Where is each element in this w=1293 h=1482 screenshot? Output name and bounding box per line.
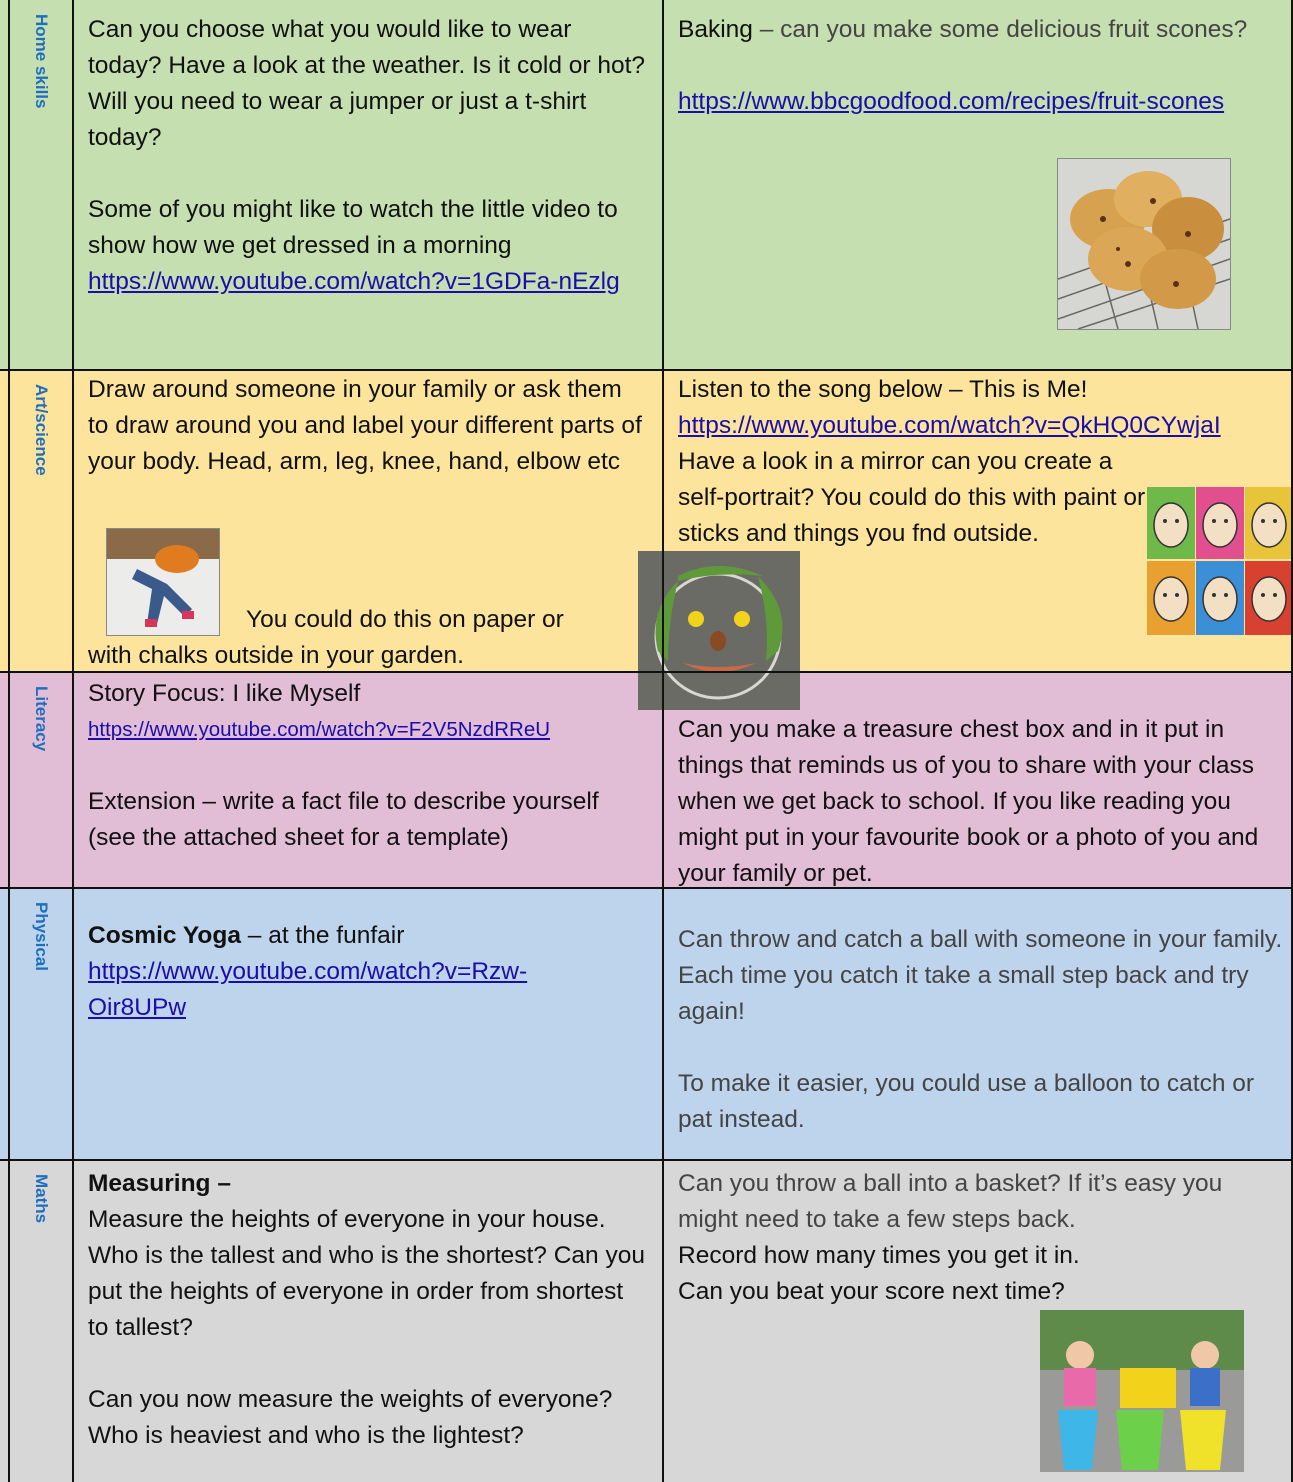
row-label-physical [10, 888, 72, 1160]
physical-right-cell [678, 922, 1283, 1138]
row-label-art-science [10, 370, 72, 672]
row-divider [0, 1159, 1293, 1161]
dressing-video-text: Some of you might like to watch the little video to show how we get dressed in a morning [88, 196, 618, 259]
throw-catch-text: Can throw and catch a ball with someone in your family. Each time you catch it take a small step back and try again! [678, 926, 1283, 1025]
draw-around-text: Draw around someone in your family or ask them to draw around you and label your different parts of your body. Head, arm, leg, knee, hand, elbow etc [88, 376, 642, 475]
balloon-text: To make it easier, you could use a balloon to catch or pat instead. [678, 1070, 1255, 1133]
maths-right-cell [678, 1166, 1283, 1310]
baking-title: Baking [678, 16, 753, 43]
scones-photo [1057, 158, 1231, 330]
column-divider [662, 0, 664, 1482]
column-divider [72, 0, 74, 1482]
literacy-left-cell [88, 676, 648, 856]
row-divider [0, 369, 1293, 371]
body-drawing-photo [106, 528, 220, 636]
home-skills-left-cell [88, 12, 648, 300]
story-video-link[interactable]: https://www.youtube.com/watch?v=F2V5NzdRReU [88, 718, 551, 741]
fact-file-text: Extension – write a fact file to describe yourself (see the attached sheet for a template) [88, 788, 599, 851]
art-caption-2: with chalks outside in your garden. [88, 642, 464, 669]
maths-left-cell [88, 1166, 648, 1454]
scones-recipe-link[interactable]: https://www.bbcgoodfood.com/recipes/fruit-scones [678, 88, 1225, 115]
weights-text: Can you now measure the weights of everyone? Who is heaviest and who is the lightest? [88, 1386, 613, 1449]
row-home-skills [0, 0, 1293, 370]
self-portraits-photo [1147, 487, 1293, 635]
basket-text: Can you throw a ball into a basket? If it’s easy you might need to take a few steps back. [678, 1170, 1223, 1233]
record-text: Record how many times you get it in. [678, 1242, 1080, 1269]
basket-game-photo [1040, 1310, 1244, 1472]
row-label-literacy [10, 672, 72, 888]
row-label-home-skills [10, 0, 72, 370]
physical-left-cell [88, 918, 648, 1026]
row-label-text: Maths [32, 1174, 51, 1224]
row-label-text: Literacy [32, 686, 51, 752]
story-focus-text: Story Focus: I like Myself [88, 680, 361, 707]
row-divider [0, 671, 1293, 673]
row-label-text: Art/science [32, 384, 51, 476]
this-is-me-link[interactable]: https://www.youtube.com/watch?v=QkHQ0CYwjaI [678, 412, 1221, 439]
treasure-chest-text: Can you make a treasure chest box and in it put in things that reminds us of you to share with your class when we get back to school. If you like reading you might put in your favourite book or a photo of you and your family or pet. [678, 716, 1259, 887]
art-left-cell [88, 372, 648, 480]
dressing-text: Can you choose what you would like to wear today? Have a look at the weather. Is it cold or hot? Will you need to wear a jumper or just a t-shirt today? [88, 16, 646, 151]
row-maths [0, 1160, 1293, 1482]
cosmic-yoga-text: – at the funfair [240, 922, 405, 949]
home-skills-right-cell [678, 12, 1283, 120]
dressing-video-link[interactable]: https://www.youtube.com/watch?v=1GDFa-nEzlg [88, 268, 620, 295]
cosmic-yoga-link[interactable]: https://www.youtube.com/watch?v=Rzw-Oir8UPw [88, 958, 528, 1021]
row-label-text: Physical [32, 902, 51, 971]
measuring-title: Measuring – [88, 1170, 231, 1197]
cosmic-yoga-title: Cosmic Yoga [88, 922, 241, 949]
art-caption-1: You could do this on paper or [246, 606, 564, 633]
row-divider [0, 887, 1293, 889]
column-divider [8, 0, 10, 1482]
this-is-me-text: Listen to the song below – This is Me! [678, 376, 1088, 403]
row-label-maths [10, 1160, 72, 1482]
row-physical [0, 888, 1293, 1160]
row-label-text: Home skills [32, 14, 51, 109]
heights-text: Measure the heights of everyone in your house. Who is the tallest and who is the shortest? Can you put the heights of everyone in order from shortest to tallest? [88, 1206, 645, 1341]
beat-score-text: Can you beat your score next time? [678, 1278, 1065, 1305]
baking-text: – can you make some delicious fruit scones? [752, 16, 1248, 43]
self-portrait-text: Have a look in a mirror can you create a self-portrait? You could do this with paint or sticks and things you fnd outside. [678, 448, 1146, 547]
